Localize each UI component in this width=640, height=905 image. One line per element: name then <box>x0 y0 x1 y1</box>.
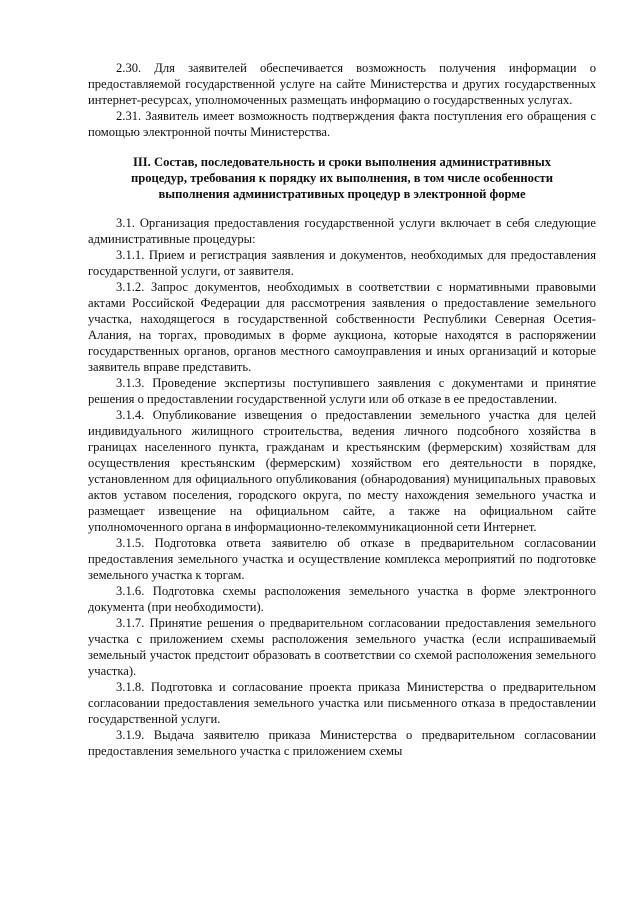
paragraph-2-30: 2.30. Для заявителей обеспечивается возможность получения информации о предоставляемой государственной услуге на сайте Министерства и других государственных интернет-ресурсах, уполномоченных размещать информацию о государственных услугах. <box>88 61 596 107</box>
section-heading-line-2: процедур, требования к порядку их выполнения, в том числе особенности <box>130 171 553 185</box>
paragraph-3-1-3: 3.1.3. Проведение экспертизы поступившего заявления с документами и принятие решения о предоставлении государственной услуги или об отказе в ее предоставлении. <box>88 376 596 406</box>
paragraph-3-1-6: 3.1.6. Подготовка схемы расположения земельного участка в форме электронного документа (при необходимости). <box>88 584 596 614</box>
section-heading-line-1: III. Состав, последовательность и сроки выполнения административных <box>132 155 552 169</box>
paragraph-3-1-4: 3.1.4. Опубликование извещения о предоставлении земельного участка для целей индивидуального жилищного строительства, ведения личного подсобного хозяйства в границах населенного пункта, гражданам и крестьянским (фермерским) хозяйствам для осуществления крестьянским (фермерским) хозяйством его деятельности в порядке, установленном для официального опубликования (обнародования) муниципальных правовых актов уставом поселения, городского округа, по месту нахождения земельного участка и размещает извещение на официальном сайте, а также на официальном сайте уполномоченного органа в информационно-телекоммуникационной сети Интернет. <box>88 408 596 534</box>
paragraph-3-1-5: 3.1.5. Подготовка ответа заявителю об отказе в предварительном согласовании предоставления земельного участка и осуществление комплекса мероприятий по подготовке земельного участка к торгам. <box>88 536 596 582</box>
paragraph-3-1-7: 3.1.7. Принятие решения о предварительном согласовании предоставления земельного участка с приложением схемы расположения земельного участка (если испрашиваемый земельный участок предстоит образовать в соответствии со схемой расположения земельного участка). <box>88 616 596 678</box>
paragraph-3-1-8: 3.1.8. Подготовка и согласование проекта приказа Министерства о предварительном согласовании предоставления земельного участка или письменного отказа в предоставлении государственной услуги. <box>88 680 596 726</box>
section-heading-line-3: выполнения административных процедур в электронной форме <box>158 187 526 201</box>
paragraph-3-1-2: 3.1.2. Запрос документов, необходимых в соответствии с нормативными правовыми актами Российской Федерации для рассмотрения заявления о предоставление земельного участка, находящегося в государственной собственности Республики Северная Осетия-Алания, на торгах, проводимых в форме аукциона, которые находятся в распоряжении государственных органов, органов местного самоуправления и иных организаций и которые заявитель вправе представить. <box>88 280 596 374</box>
section-heading <box>88 154 596 202</box>
paragraph-2-31: 2.31. Заявитель имеет возможность подтверждения факта поступления его обращения с помощью электронной почты Министерства. <box>88 109 596 139</box>
paragraph-3-1: 3.1. Организация предоставления государственной услуги включает в себя следующие административные процедуры: <box>88 216 596 246</box>
paragraph-3-1-9: 3.1.9. Выдача заявителю приказа Министерства о предварительном согласовании предоставления земельного участка с приложением схемы <box>88 728 596 758</box>
document-page <box>88 60 596 759</box>
paragraph-3-1-1: 3.1.1. Прием и регистрация заявления и документов, необходимых для предоставления государственной услуги, от заявителя. <box>88 248 596 278</box>
